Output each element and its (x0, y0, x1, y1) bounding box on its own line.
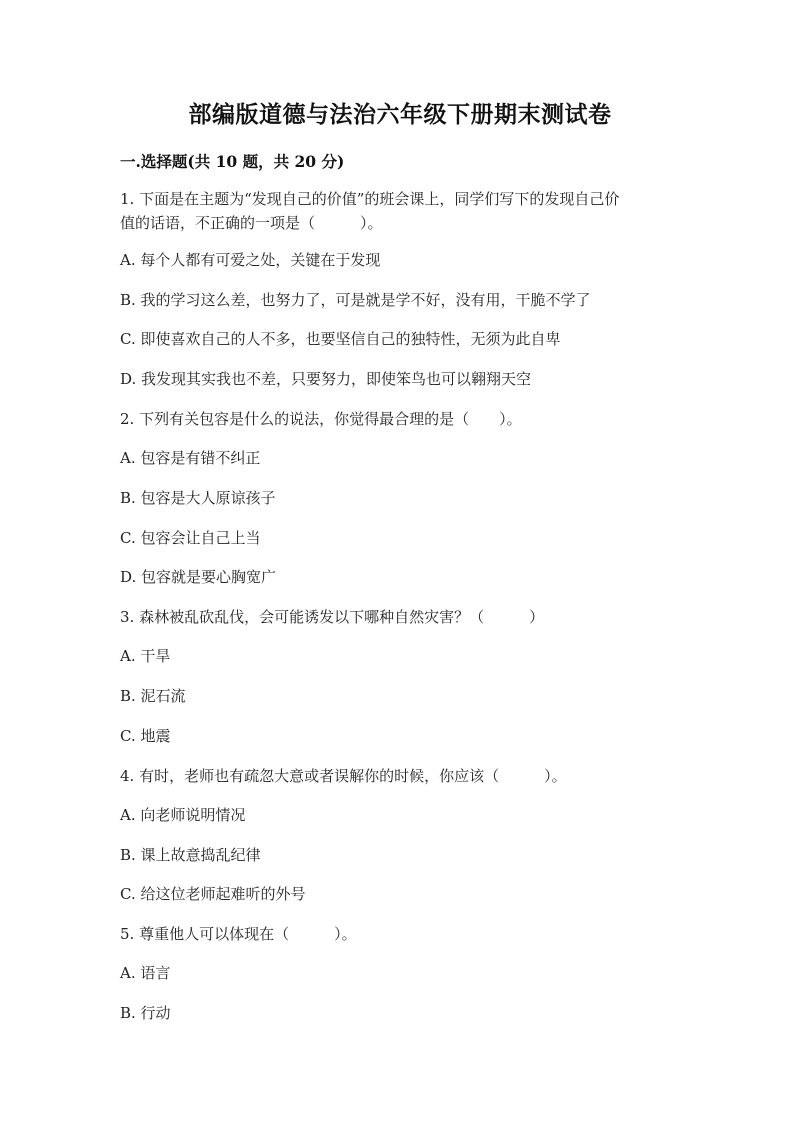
question-4-option-b: B. 课上故意捣乱纪律 (120, 846, 261, 864)
question-2-option-d: D. 包容就是要心胸宽广 (120, 568, 277, 586)
question-3-option-b: B. 泥石流 (120, 687, 186, 705)
question-1-option-a: A. 每个人都有可爱之处，关键在于发现 (120, 251, 381, 269)
question-1-option-d: D. 我发现其实我也不差，只要努力，即使笨鸟也可以翱翔天空 (120, 370, 532, 388)
question-1-stem-line-2: 值的话语，不正确的一项是（ ）。 (120, 214, 383, 232)
question-5-stem: 5. 尊重他人可以体现在（ ）。 (120, 925, 357, 943)
question-2-option-b: B. 包容是大人原谅孩子 (120, 489, 276, 507)
question-1-stem-line-1: 1. 下面是在主题为“发现自己的价值”的班会课上，同学们写下的发现自己价 (120, 190, 620, 208)
question-2-option-a: A. 包容是有错不纠正 (120, 449, 261, 467)
section-heading: 一.选择题(共 10 题，共 20 分) (120, 152, 345, 171)
question-5-option-a: A. 语言 (120, 964, 171, 982)
question-3-option-a: A. 干旱 (120, 647, 171, 665)
question-4-option-c: C. 给这位老师起难听的外号 (120, 885, 306, 903)
question-4-option-a: A. 向老师说明情况 (120, 806, 246, 824)
question-4-stem: 4. 有时，老师也有疏忽大意或者误解你的时候，你应该（ ）。 (120, 767, 567, 785)
question-2-option-c: C. 包容会让自己上当 (120, 529, 261, 547)
question-3-option-c: C. 地震 (120, 727, 171, 745)
page-title: 部编版道德与法治六年级下册期末测试卷 (188, 101, 612, 128)
question-1-option-b: B. 我的学习这么差，也努力了，可是就是学不好，没有用，干脆不学了 (120, 291, 591, 309)
question-2-stem: 2. 下列有关包容是什么的说法，你觉得最合理的是（ ）。 (120, 410, 522, 428)
question-3-stem: 3. 森林被乱砍乱伐，会可能诱发以下哪种自然灾害？（ ） (120, 608, 545, 626)
question-1-option-c: C. 即使喜欢自己的人不多，也要坚信自己的独特性，无须为此自卑 (120, 330, 561, 348)
question-5-option-b: B. 行动 (120, 1004, 171, 1022)
